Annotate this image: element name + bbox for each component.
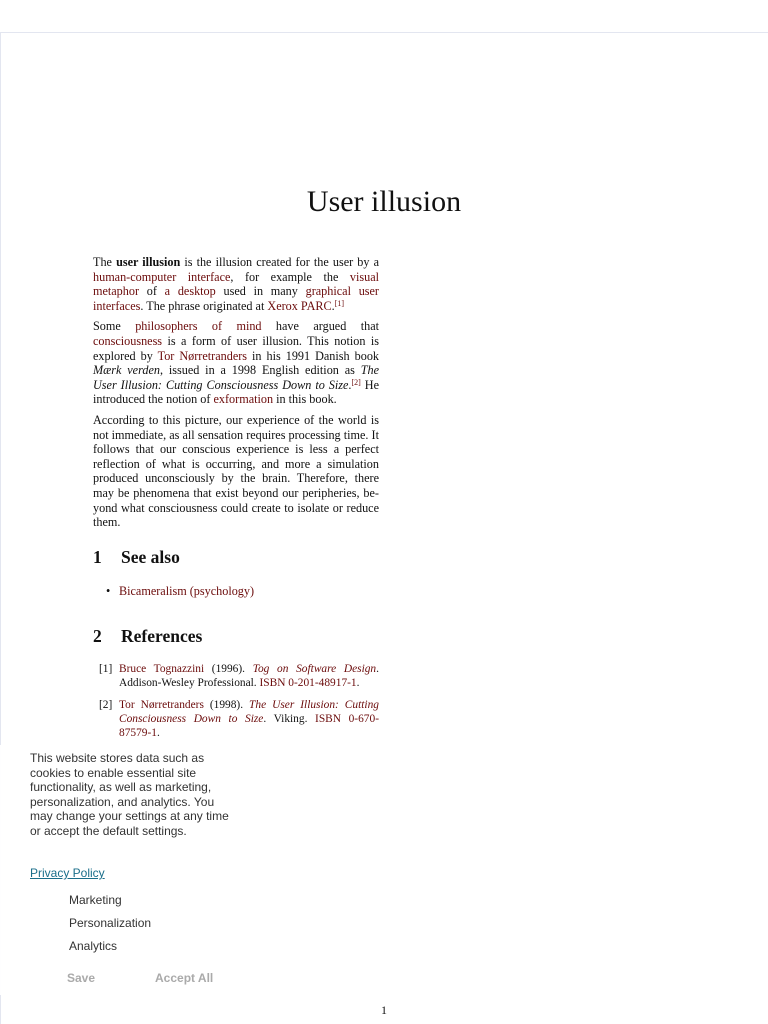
link-reference-author[interactable]: Bruce Tognazzini <box>119 663 205 675</box>
text: is the illusion created for the user <box>180 255 354 269</box>
paragraph-consciousness <box>93 319 379 407</box>
body-column <box>93 255 379 536</box>
section-number: 2 <box>93 626 102 646</box>
link-visual-metaphor[interactable]: visual metaphor <box>93 269 379 299</box>
text: by a <box>357 255 379 269</box>
text: yond what consciousness could create to isolate or reduce them. <box>93 500 379 530</box>
link-tor-norretranders[interactable]: Tor Nørretranders <box>157 348 248 363</box>
link-isbn[interactable]: ISBN 0-670-87579-1 <box>119 713 379 739</box>
text: . <box>331 298 335 313</box>
section-number: 1 <box>93 547 102 567</box>
text: in this book. <box>273 392 337 407</box>
reference-list <box>93 662 379 748</box>
text: (1996). <box>204 663 253 675</box>
cookie-option-analytics[interactable]: Analytics <box>69 939 118 953</box>
text: He introduced the notion of <box>93 377 379 407</box>
text: have argued that <box>261 319 379 334</box>
cookie-options <box>69 893 151 962</box>
paragraph-perception <box>93 413 379 530</box>
link-xerox-parc[interactable]: Xerox PARC <box>267 298 332 313</box>
text: , issued in a 1998 English edition as <box>159 363 361 378</box>
save-button[interactable]: Save <box>67 971 96 985</box>
citation-2[interactable]: [2] <box>351 377 361 387</box>
see-also-list <box>106 584 254 599</box>
citation-1[interactable]: [1] <box>334 298 345 308</box>
link-human-computer-interface[interactable]: human-computer interface <box>93 269 231 284</box>
text: (1998). <box>203 699 250 711</box>
bold-term: user illusion <box>116 255 181 269</box>
link-exformation[interactable]: exformation <box>213 392 274 407</box>
text: used in many <box>215 284 306 299</box>
cookie-option-marketing[interactable]: Marketing <box>69 893 122 907</box>
link-desktop[interactable]: a desktop <box>164 284 216 299</box>
text: . <box>356 677 360 689</box>
text: of <box>139 284 165 299</box>
cookie-option-personalization[interactable]: Personalization <box>69 916 152 930</box>
privacy-policy-link[interactable]: Privacy Policy <box>30 866 105 880</box>
paragraph-intro <box>93 255 379 313</box>
accept-all-button[interactable]: Accept All <box>155 971 214 985</box>
text: in his 1991 Danish book <box>247 348 380 363</box>
link-reference-work[interactable]: Tog on Software Design <box>252 663 377 675</box>
reference-number: [2] <box>99 699 113 711</box>
text: . The phrase originated at <box>140 298 268 313</box>
section-title: See also <box>121 547 180 567</box>
link-reference-author[interactable]: Tor Nørretranders <box>119 699 204 711</box>
top-bar <box>0 0 768 33</box>
cookie-message: This website stores data such as cookies to enable essential site functionality, as well as marketing, personalization, and analytics. You may change your settings at any time or accept the default settings. <box>30 751 229 838</box>
text: . <box>348 377 352 392</box>
text: Some <box>93 319 136 334</box>
text: According to this picture, our experience of the world is not immediate, as all sensation requires processing time. It follows that our conscious experience is less a perfect reflection of what is occurring, and more a simulation produced unconsciously by the brain. Therefore, there <box>93 412 379 486</box>
reference-number: [1] <box>99 663 113 675</box>
text: , for example the <box>230 269 350 284</box>
section-title: References <box>121 626 203 646</box>
book-title-english: The User Illusion: Cutting Consciousness Down to Size <box>93 363 379 392</box>
section-heading-see-also <box>93 547 180 568</box>
text: The <box>93 255 117 269</box>
reference-item <box>93 662 379 690</box>
cookie-banner <box>0 745 250 995</box>
text: may be phenomena that exist beyond our peripheries, be- <box>93 485 379 500</box>
page-number: 1 <box>381 1003 387 1017</box>
text: . <box>156 727 160 739</box>
link-consciousness[interactable]: consciousness <box>93 333 163 348</box>
link-graphical-user-interfaces[interactable]: graphical user interfaces <box>93 284 379 313</box>
text: . Addison-Wesley Professional. <box>119 663 379 689</box>
link-bicameralism[interactable]: Bicameralism (psychology) <box>119 584 255 598</box>
section-heading-references <box>93 626 202 647</box>
link-isbn[interactable]: ISBN 0-201-48917-1 <box>259 677 357 689</box>
list-item <box>106 584 254 599</box>
book-title: Mærk verden <box>93 363 160 378</box>
link-philosophers-of-mind[interactable]: philosophers of mind <box>135 319 262 334</box>
reference-item <box>93 698 379 740</box>
text: . Viking. <box>263 713 316 725</box>
link-reference-work[interactable]: The User Illusion: Cutting Consciousness Down to Size <box>119 699 379 725</box>
text: is a form of user illusion. This notion is explored by <box>93 333 379 363</box>
document-title: User illusion <box>306 185 462 218</box>
